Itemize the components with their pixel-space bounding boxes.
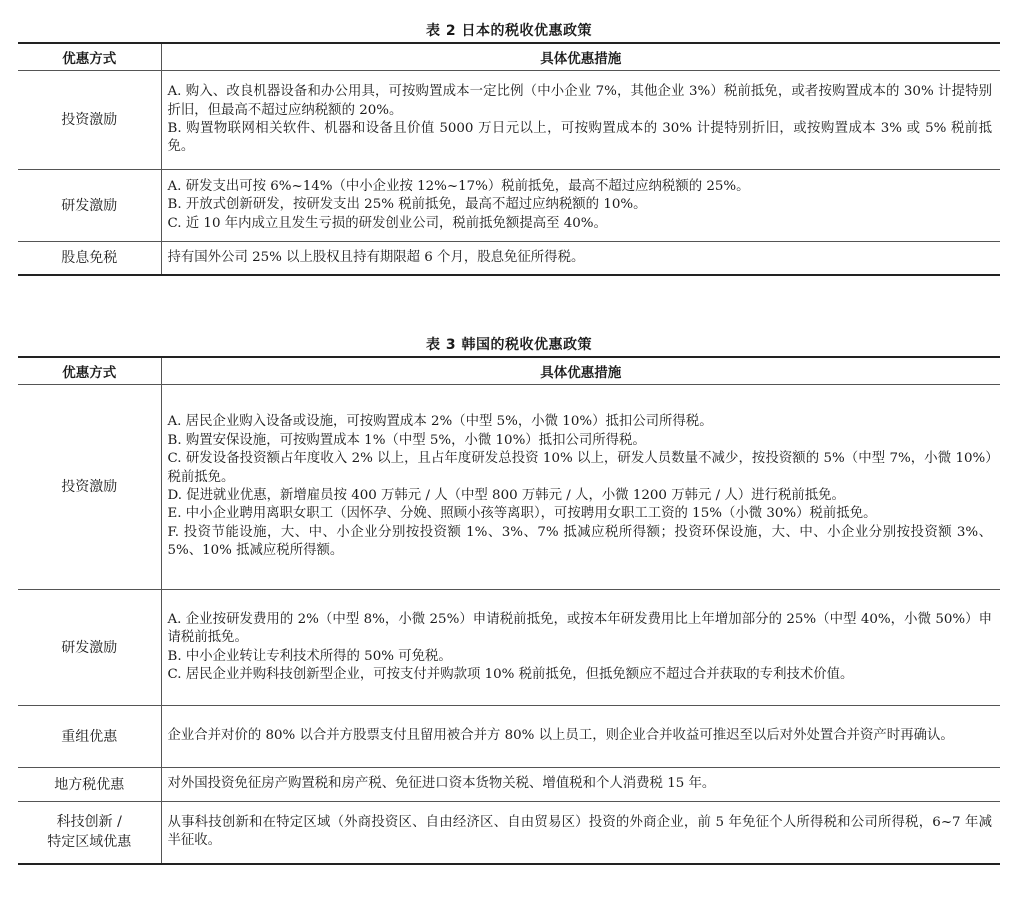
- measure-item: F. 投资节能设施，大、中、小企业分别按投资额 1%、3%、7% 抵减应税所得额；投资环保设施，大、中、小企业分别按投资额 3%、5%、10% 抵减应税所得额。: [167, 524, 992, 559]
- measure-item: A. 研发支出可按 6%~14%（中小企业按 12%~17%）税前抵免，最高不超过应纳税额的 25%。: [167, 178, 750, 194]
- row-type-line: 特定区域优惠: [47, 834, 132, 851]
- row-type: 投资激励: [18, 71, 161, 170]
- table-row: [18, 706, 1000, 768]
- header-type: 优惠方式: [18, 43, 161, 71]
- row-type: 地方税优惠: [18, 768, 161, 802]
- row-type: 投资激励: [18, 385, 161, 590]
- tax-policy-table-japan: [18, 42, 1000, 276]
- row-measures: [161, 802, 1000, 864]
- measure-item: A. 企业按研发费用的 2%（中型 8%，小微 25%）申请税前抵免，或按本年研发费用比上年增加部分的 25%（中型 40%，小微 50%）申请税前抵免。: [167, 611, 992, 646]
- table-caption: 表 3 韩国的税收优惠政策: [426, 337, 592, 353]
- table-row: [18, 170, 1000, 242]
- row-measures: [161, 590, 1000, 706]
- table-row: [18, 385, 1000, 590]
- measure-item: D. 促进就业优惠，新增雇员按 400 万韩元 / 人（中型 800 万韩元 / 人，小微 1200 万韩元 / 人）进行税前抵免。: [167, 488, 845, 503]
- row-measures: [161, 706, 1000, 768]
- measure-item: B. 购置物联网相关软件、机器和设备且价值 5000 万日元以上，可按购置成本的 30% 计提特别折旧，或按购置成本 3% 或 5% 税前抵免。: [167, 121, 992, 155]
- measure-item: A. 购入、改良机器设备和办公用具，可按购置成本一定比例（中小企业 7%，其他企业 3%）税前抵免，或者按购置成本的 30% 计提特别折旧，但最高不超过应纳税额的 20%。: [167, 84, 992, 118]
- measure-item: E. 中小企业聘用离职女职工（因怀孕、分娩、照顾小孩等离职），可按聘用女职工工资的 15%（小微 30%）税前抵免。: [167, 506, 877, 522]
- row-measures: [161, 71, 1000, 170]
- row-type: 研发激励: [18, 590, 161, 706]
- table-row: [18, 768, 1000, 802]
- row-measures: [161, 242, 1000, 275]
- measure-item: B. 购置安保设施，可按购置成本 1%（中型 5%，小微 10%）抵扣公司所得税。: [167, 432, 646, 448]
- measure-item: B. 中小企业转让专利技术所得的 50% 可免税。: [167, 648, 452, 664]
- table-caption: 表 2 日本的税收优惠政策: [426, 23, 592, 39]
- table-header-row: [18, 357, 1000, 385]
- header-measures: 具体优惠措施: [161, 357, 1000, 385]
- measure-item: B. 开放式创新研发，按研发支出 25% 税前抵免，最高不超过应纳税额的 10%。: [167, 197, 647, 213]
- table-row: [18, 242, 1000, 275]
- table-header-row: [18, 43, 1000, 71]
- tax-policy-table-korea: [18, 356, 1000, 865]
- table-row: [18, 71, 1000, 170]
- row-type: 研发激励: [18, 170, 161, 242]
- measure-item: 从事科技创新和在特定区域（外商投资区、自由经济区、自由贸易区）投资的外商企业，前 5 年免征个人所得税和公司所得税，6~7 年减半征收。: [167, 814, 992, 849]
- table-row: [18, 590, 1000, 706]
- row-measures: [161, 768, 1000, 802]
- row-measures: [161, 170, 1000, 242]
- row-type-line: 科技创新 /: [56, 814, 122, 831]
- row-type: 股息免税: [18, 242, 161, 275]
- measure-item: C. 近 10 年内成立且发生亏损的研发创业公司，税前抵免额提高至 40%。: [167, 215, 607, 231]
- measure-item: 企业合并对价的 80% 以合并方股票支付且留用被合并方 80% 以上员工，则企业合并收益可推迟至以后对外处置合并资产时再确认。: [167, 728, 954, 744]
- row-type: 重组优惠: [18, 706, 161, 768]
- header-measures: 具体优惠措施: [161, 43, 1000, 71]
- measure-item: C. 居民企业并购科技创新型企业，可按支付并购款项 10% 税前抵免，但抵免额应不超过合并获取的专利技术价值。: [167, 666, 854, 682]
- row-type: [18, 802, 161, 864]
- header-type: 优惠方式: [18, 357, 161, 385]
- table-row: [18, 802, 1000, 864]
- measure-item: 对外国投资免征房产购置税和房产税、免征进口资本货物关税、增值税和个人消费税 15 年。: [167, 776, 716, 792]
- measure-item: A. 居民企业购入设备或设施，可按购置成本 2%（中型 5%，小微 10%）抵扣公司所得税。: [167, 414, 713, 430]
- row-measures: [161, 385, 1000, 590]
- table-japan-block: [18, 20, 1000, 276]
- measure-item: C. 研发设备投资额占年度收入 2% 以上，且占年度研发总投资 10% 以上，研发人员数量不减少，按投资额的 5%（中型 7%，小微 10%）税前抵免。: [167, 451, 992, 485]
- measure-item: 持有国外公司 25% 以上股权且持有期限超 6 个月，股息免征所得税。: [167, 249, 585, 265]
- table-korea-block: [18, 334, 1000, 865]
